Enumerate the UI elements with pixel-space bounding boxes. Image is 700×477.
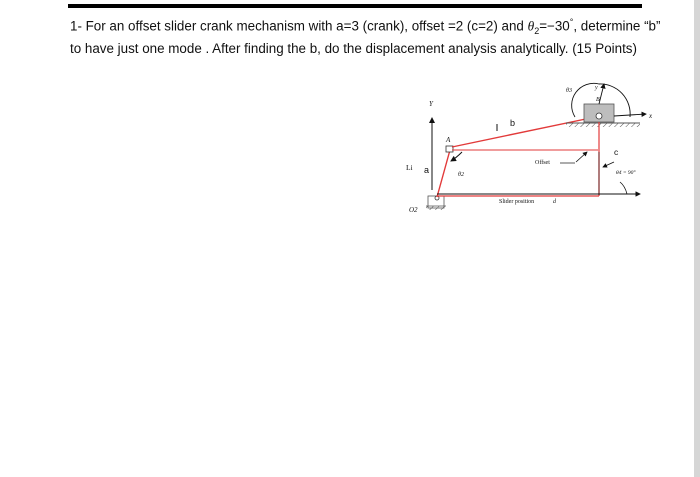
slider-position-label: Slider position: [499, 199, 535, 205]
joint-a: [446, 146, 453, 152]
coupler-b-label: b: [510, 118, 516, 128]
theta2-label: θ2: [458, 172, 464, 178]
point-a-label: A: [446, 136, 451, 144]
local-y-axis: [599, 84, 604, 104]
slider-block: [584, 104, 614, 122]
degree-mark: °: [569, 17, 574, 27]
theta2-arc: [451, 152, 462, 161]
theta3-label: θ3: [566, 88, 572, 94]
question-line-1-c: , determine “b”: [573, 18, 661, 34]
ground-pivot-o2: [426, 196, 446, 210]
crank-link: [437, 150, 450, 197]
point-b-label: B: [596, 97, 600, 103]
coupler-link: [452, 116, 600, 147]
x-axis-label: x: [649, 112, 653, 120]
question-line-1-b: =−30: [539, 18, 570, 34]
offset-c-label: c: [614, 147, 619, 157]
link1-label: Li: [406, 163, 413, 172]
question-line-2: to have just one mode . After finding the b, do the displacement analysis analytically. (15 Points): [70, 41, 637, 57]
theta2-symbol: θ: [527, 18, 535, 34]
offset-label: Offset: [535, 160, 550, 166]
theta4-label: θ4 = 90°: [616, 170, 636, 176]
crank-a-label: a: [424, 165, 430, 175]
offset-leader-arrow: [576, 152, 587, 162]
theta2-subscript: 2: [534, 26, 540, 37]
theta4-arc: [620, 182, 627, 194]
y-axis-label: Y: [429, 100, 433, 108]
offset-c-arrow: [603, 162, 614, 167]
slider-ground: [566, 123, 640, 127]
o2-label: O2: [409, 206, 418, 214]
question-line-1-a: 1- For an offset slider crank mechanism with a=3 (crank), offset =2 (c=2) and: [70, 18, 528, 34]
local-y-label: y: [595, 85, 598, 91]
slider-d-label: d: [553, 199, 556, 205]
